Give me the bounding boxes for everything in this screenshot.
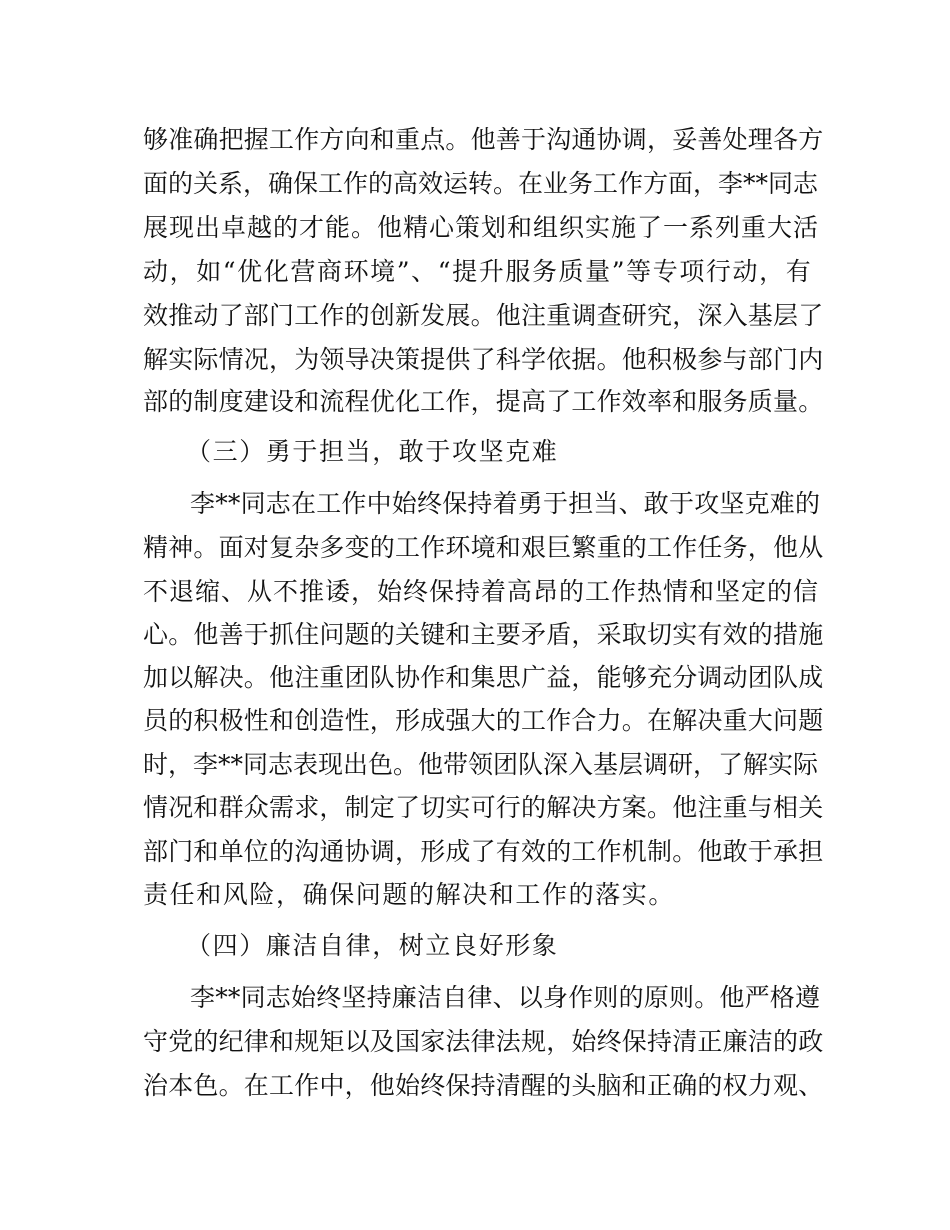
paragraph-line: 不退缩、从不推诿，始终保持着高昂的工作热情和坚定的信 [143,577,820,606]
paragraph-line: 效推动了部门工作的创新发展。他注重调查研究，深入基层了 [143,301,824,330]
paragraph-line: 员的积极性和创造性，形成强大的工作合力。在解决重大问题 [143,706,824,735]
paragraph-line: 精神。面对复杂多变的工作环境和艰巨繁重的工作任务，他从 [143,533,824,562]
paragraph-line: 守党的纪律和规矩以及国家法律法规，始终保持清正廉洁的政 [143,1027,824,1056]
paragraph-line: 动，如“优化营商环境”、“提升服务质量”等专项行动，有 [143,257,813,286]
paragraph-line: 心。他善于抓住问题的关键和主要矛盾，采取切实有效的措施 [143,620,824,649]
paragraph-line: 李**同志在工作中始终保持着勇于担当、敢于攻坚克难的 [190,489,821,518]
section-heading-3: （三）勇于担当，敢于攻坚克难 [186,437,559,466]
paragraph-line: 够准确把握工作方向和重点。他善于沟通协调，妥善处理各方 [143,125,824,154]
paragraph-line: 部门和单位的沟通协调，形成了有效的工作机制。他敢于承担 [143,837,824,866]
paragraph-line: 部的制度建设和流程优化工作，提高了工作效率和服务质量。 [143,387,824,416]
paragraph-line: 展现出卓越的才能。他精心策划和组织实施了一系列重大活 [143,213,820,242]
section-heading-4: （四）廉洁自律，树立良好形象 [186,931,559,960]
paragraph-line: 时，李**同志表现出色。他带领团队深入基层调研，了解实际 [143,750,819,779]
paragraph-line: 治本色。在工作中，他始终保持清醒的头脑和正确的权力观、 [143,1071,824,1100]
paragraph-line: 情况和群众需求，制定了切实可行的解决方案。他注重与相关 [143,793,824,822]
paragraph-line: 面的关系，确保工作的高效运转。在业务工作方面，李**同志 [143,169,819,198]
paragraph-line: 李**同志始终坚持廉洁自律、以身作则的原则。他严格遵 [190,983,821,1012]
paragraph-line: 加以解决。他注重团队协作和集思广益，能够充分调动团队成 [143,663,824,692]
paragraph-line: 解实际情况，为领导决策提供了科学依据。他积极参与部门内 [143,345,824,374]
paragraph-line: 责任和风险，确保问题的解决和工作的落实。 [143,880,676,909]
